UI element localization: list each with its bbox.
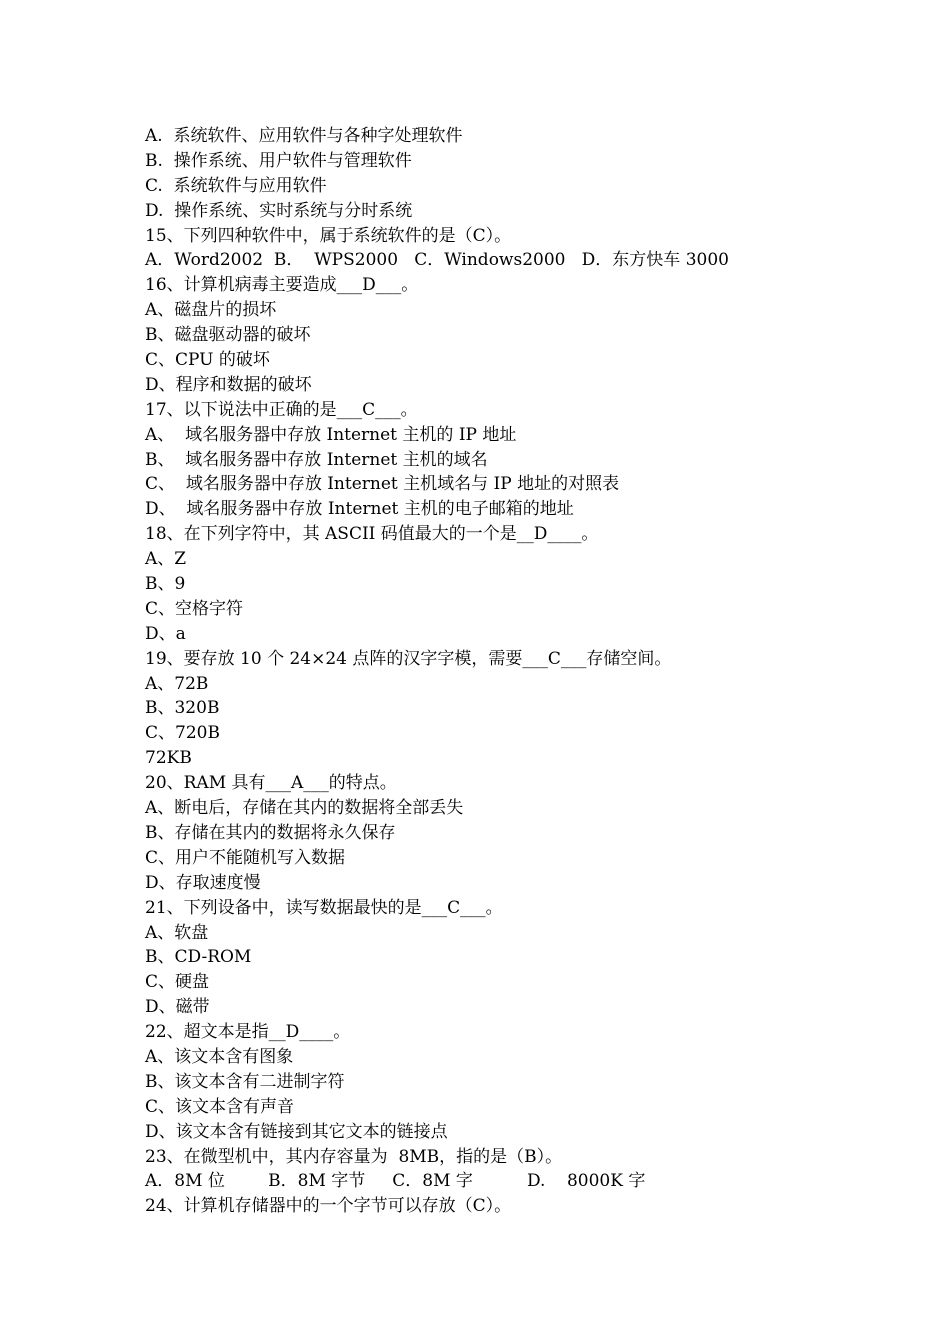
question-line: 17、以下说法中正确的是___C___。 — [145, 399, 418, 420]
text-line: B、9 — [145, 574, 186, 595]
text-line: B、CD-ROM — [145, 947, 252, 968]
text-line: C、用户不能随机写入数据 — [145, 847, 346, 868]
text-line: B、320B — [145, 698, 220, 719]
text-line: C、空格字符 — [145, 598, 244, 619]
text-line: A、该文本含有图象 — [145, 1046, 294, 1067]
question-line: 15、下列四种软件中，属于系统软件的是（C）。 — [145, 225, 512, 246]
text-line: A、断电后，存储在其内的数据将全部丢失 — [145, 798, 464, 819]
question-line: 20、RAM 具有___A___的特点。 — [145, 773, 397, 794]
text-line: D、a — [145, 623, 186, 644]
text-line: C、CPU 的破坏 — [145, 350, 270, 371]
text-line: D、存取速度慢 — [145, 872, 261, 893]
text-line: A、Z — [145, 549, 187, 570]
text-line: A、软盘 — [145, 922, 209, 943]
text-line: D、该文本含有链接到其它文本的链接点 — [145, 1121, 448, 1142]
question-line: 22、超文本是指__D____。 — [145, 1022, 351, 1043]
text-line: C、 域名服务器中存放 Internet 主机域名与 IP 地址的对照表 — [145, 474, 620, 495]
question-line: 24、计算机存储器中的一个字节可以存放（C）。 — [145, 1196, 512, 1217]
text-line: B、 域名服务器中存放 Internet 主机的域名 — [145, 449, 488, 470]
text-line: A、磁盘片的损坏 — [145, 300, 277, 321]
text-line: D、磁带 — [145, 997, 210, 1018]
text-line: B、该文本含有二进制字符 — [145, 1071, 345, 1092]
text-line: A．8M 位 B．8M 字节 C．8M 字 D. 8000K 字 — [145, 1171, 646, 1192]
text-line: D、 域名服务器中存放 Internet 主机的电子邮箱的地址 — [145, 499, 574, 520]
text-line: A．Word2002 B． WPS2000 C．Windows2000 D．东方快车 3000 — [145, 250, 729, 271]
text-line: A、 域名服务器中存放 Internet 主机的 IP 地址 — [145, 424, 517, 445]
text-line: 72KB — [145, 748, 192, 769]
question-line: 18、在下列字符中，其 ASCII 码值最大的一个是__D____。 — [145, 524, 599, 545]
question-line: 23、在微型机中，其内存容量为 8MB，指的是（B）。 — [145, 1146, 563, 1167]
document-page — [145, 124, 865, 1219]
text-line: A、72B — [145, 673, 209, 694]
text-line: A. 系统软件、应用软件与各种字处理软件 — [145, 126, 463, 146]
text-line: D. 操作系统、实时系统与分时系统 — [145, 200, 413, 221]
text-line: C、该文本含有声音 — [145, 1096, 295, 1117]
question-line: 21、下列设备中，读写数据最快的是___C___。 — [145, 897, 503, 918]
text-line: B、磁盘驱动器的破坏 — [145, 325, 311, 346]
text-line: C. 系统软件与应用软件 — [145, 175, 327, 196]
text-line: B、存储在其内的数据将永久保存 — [145, 822, 396, 843]
text-line: C、720B — [145, 723, 220, 744]
question-line: 19、要存放 10 个 24×24 点阵的汉字字模，需要___C___存储空间。 — [145, 648, 672, 669]
text-line: B. 操作系统、用户软件与管理软件 — [145, 150, 412, 171]
question-line: 16、计算机病毒主要造成___D___。 — [145, 275, 419, 296]
text-line: C、硬盘 — [145, 972, 210, 993]
text-line: D、程序和数据的破坏 — [145, 374, 312, 395]
